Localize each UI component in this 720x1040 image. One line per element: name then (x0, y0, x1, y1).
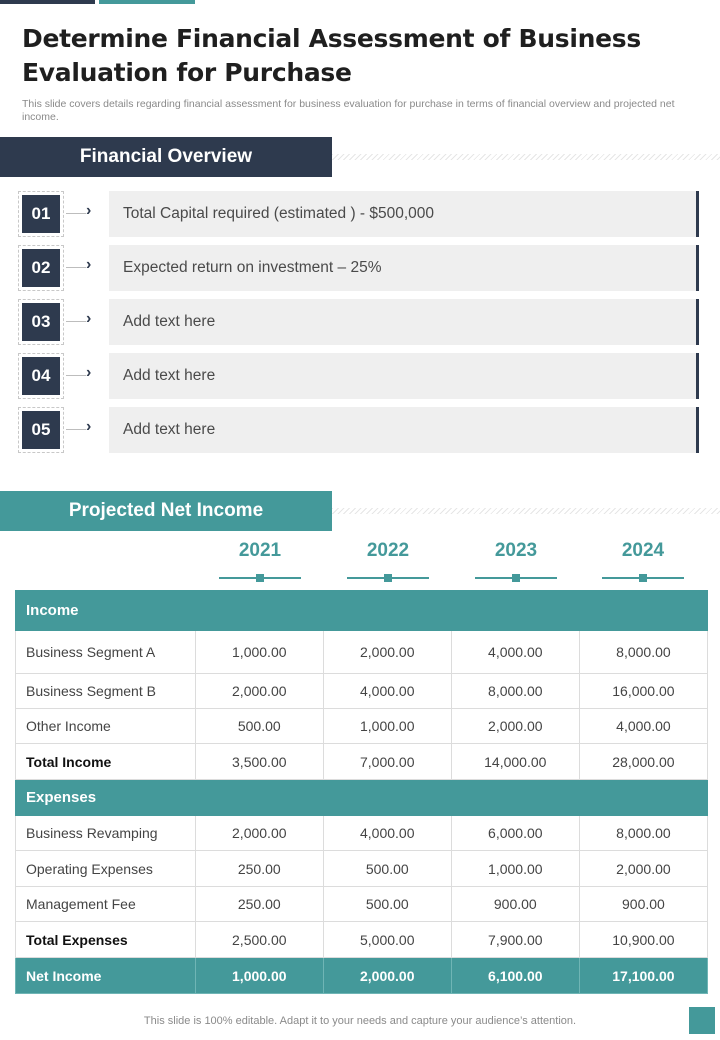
row-label: Total Income (16, 744, 196, 780)
top-accent-bar-dark (0, 0, 95, 4)
year-marker-icon (639, 574, 647, 582)
cell-value: 1,000.00 (323, 709, 451, 744)
year-label: 2024 (621, 540, 665, 561)
cell-value: 250.00 (195, 851, 323, 887)
year-label: 2021 (238, 540, 282, 561)
cell-value: 1,000.00 (195, 631, 323, 674)
connector-line (66, 321, 86, 322)
table-row (16, 851, 708, 887)
row-label: Total Expenses (16, 922, 196, 958)
cell-value: 2,000.00 (451, 709, 579, 744)
overview-item-text: Total Capital required (estimated ) - $500,000 (109, 191, 699, 237)
number-badge: 04 (22, 357, 60, 395)
cell-value: 4,000.00 (579, 709, 707, 744)
table-row (16, 709, 708, 744)
row-label: Business Revamping (16, 816, 196, 851)
income-group-label: Income (16, 591, 708, 631)
cell-value: 8,000.00 (579, 631, 707, 674)
cell-value: 28,000.00 (579, 744, 707, 780)
year-label: 2023 (494, 540, 538, 561)
corner-accent-square (689, 1007, 715, 1034)
cell-value: 2,500.00 (195, 922, 323, 958)
connector-line (66, 267, 86, 268)
table-row (16, 631, 708, 674)
cell-value: 500.00 (195, 709, 323, 744)
overview-item-text: Add text here (109, 299, 699, 345)
year-marker-icon (384, 574, 392, 582)
year-column-header (219, 540, 301, 562)
cell-value: 14,000.00 (451, 744, 579, 780)
cell-value: 4,000.00 (323, 816, 451, 851)
overview-item (0, 298, 720, 346)
chevron-right-icon: › (86, 310, 92, 327)
number-badge: 05 (22, 411, 60, 449)
number-badge-frame (18, 299, 64, 345)
total-income-row (16, 744, 708, 780)
chevron-right-icon: › (86, 202, 92, 219)
cell-value: 8,000.00 (579, 816, 707, 851)
cell-value: 17,100.00 (579, 958, 707, 994)
cell-value: 4,000.00 (323, 674, 451, 709)
total-expenses-row (16, 922, 708, 958)
cell-value: 500.00 (323, 887, 451, 922)
cell-value: 6,100.00 (451, 958, 579, 994)
overview-item-text: Add text here (109, 353, 699, 399)
overview-item (0, 406, 720, 454)
number-badge-frame (18, 353, 64, 399)
cell-value: 7,000.00 (323, 744, 451, 780)
chevron-right-icon: › (86, 364, 92, 381)
projected-net-income-title: Projected Net Income (68, 500, 264, 521)
overview-item (0, 190, 720, 238)
cell-value: 10,900.00 (579, 922, 707, 958)
number-badge: 03 (22, 303, 60, 341)
overview-item (0, 244, 720, 292)
cell-value: 16,000.00 (579, 674, 707, 709)
page-subtitle: This slide covers details regarding financial assessment for business evaluation for purchase in terms of financial overview and projected net income. (22, 98, 675, 123)
cell-value: 3,500.00 (195, 744, 323, 780)
number-badge-frame (18, 245, 64, 291)
table-row (16, 674, 708, 709)
cell-value: 1,000.00 (195, 958, 323, 994)
expenses-group-label: Expenses (16, 780, 708, 816)
row-label: Operating Expenses (16, 851, 196, 887)
financial-overview-header (0, 137, 332, 177)
year-column-header (347, 540, 429, 562)
section-divider (332, 154, 720, 160)
number-badge-frame (18, 407, 64, 453)
projected-net-income-header (0, 491, 332, 531)
year-marker-icon (256, 574, 264, 582)
year-column-header (475, 540, 557, 562)
cell-value: 7,900.00 (451, 922, 579, 958)
year-label: 2022 (366, 540, 410, 561)
overview-item-text: Add text here (109, 407, 699, 453)
year-header-row (0, 540, 720, 584)
cell-value: 1,000.00 (451, 851, 579, 887)
number-badge: 01 (22, 195, 60, 233)
projected-income-table (15, 590, 708, 994)
income-group-row (16, 591, 708, 631)
number-badge: 02 (22, 249, 60, 287)
connector-line (66, 429, 86, 430)
top-accent-bar-teal (99, 0, 195, 4)
net-income-row (16, 958, 708, 994)
footer-note: This slide is 100% editable. Adapt it to your needs and capture your audience’s attention. (143, 1015, 577, 1027)
cell-value: 2,000.00 (579, 851, 707, 887)
cell-value: 250.00 (195, 887, 323, 922)
cell-value: 2,000.00 (323, 631, 451, 674)
cell-value: 2,000.00 (195, 674, 323, 709)
overview-item-text: Expected return on investment – 25% (109, 245, 699, 291)
cell-value: 2,000.00 (323, 958, 451, 994)
expenses-group-row (16, 780, 708, 816)
cell-value: 4,000.00 (451, 631, 579, 674)
financial-overview-title: Financial Overview (79, 146, 253, 167)
table-row (16, 816, 708, 851)
cell-value: 500.00 (323, 851, 451, 887)
year-column-header (602, 540, 684, 562)
section-divider (332, 508, 720, 514)
cell-value: 5,000.00 (323, 922, 451, 958)
number-badge-frame (18, 191, 64, 237)
cell-value: 2,000.00 (195, 816, 323, 851)
cell-value: 8,000.00 (451, 674, 579, 709)
chevron-right-icon: › (86, 418, 92, 435)
cell-value: 900.00 (451, 887, 579, 922)
year-marker-icon (512, 574, 520, 582)
connector-line (66, 375, 86, 376)
row-label: Net Income (16, 958, 196, 994)
table-row (16, 887, 708, 922)
overview-item (0, 352, 720, 400)
cell-value: 900.00 (579, 887, 707, 922)
row-label: Business Segment B (16, 674, 196, 709)
page-title: Determine Financial Assessment of Business Evaluation for Purchase (22, 24, 641, 87)
row-label: Management Fee (16, 887, 196, 922)
connector-line (66, 213, 86, 214)
chevron-right-icon: › (86, 256, 92, 273)
cell-value: 6,000.00 (451, 816, 579, 851)
row-label: Other Income (16, 709, 196, 744)
row-label: Business Segment A (16, 631, 196, 674)
